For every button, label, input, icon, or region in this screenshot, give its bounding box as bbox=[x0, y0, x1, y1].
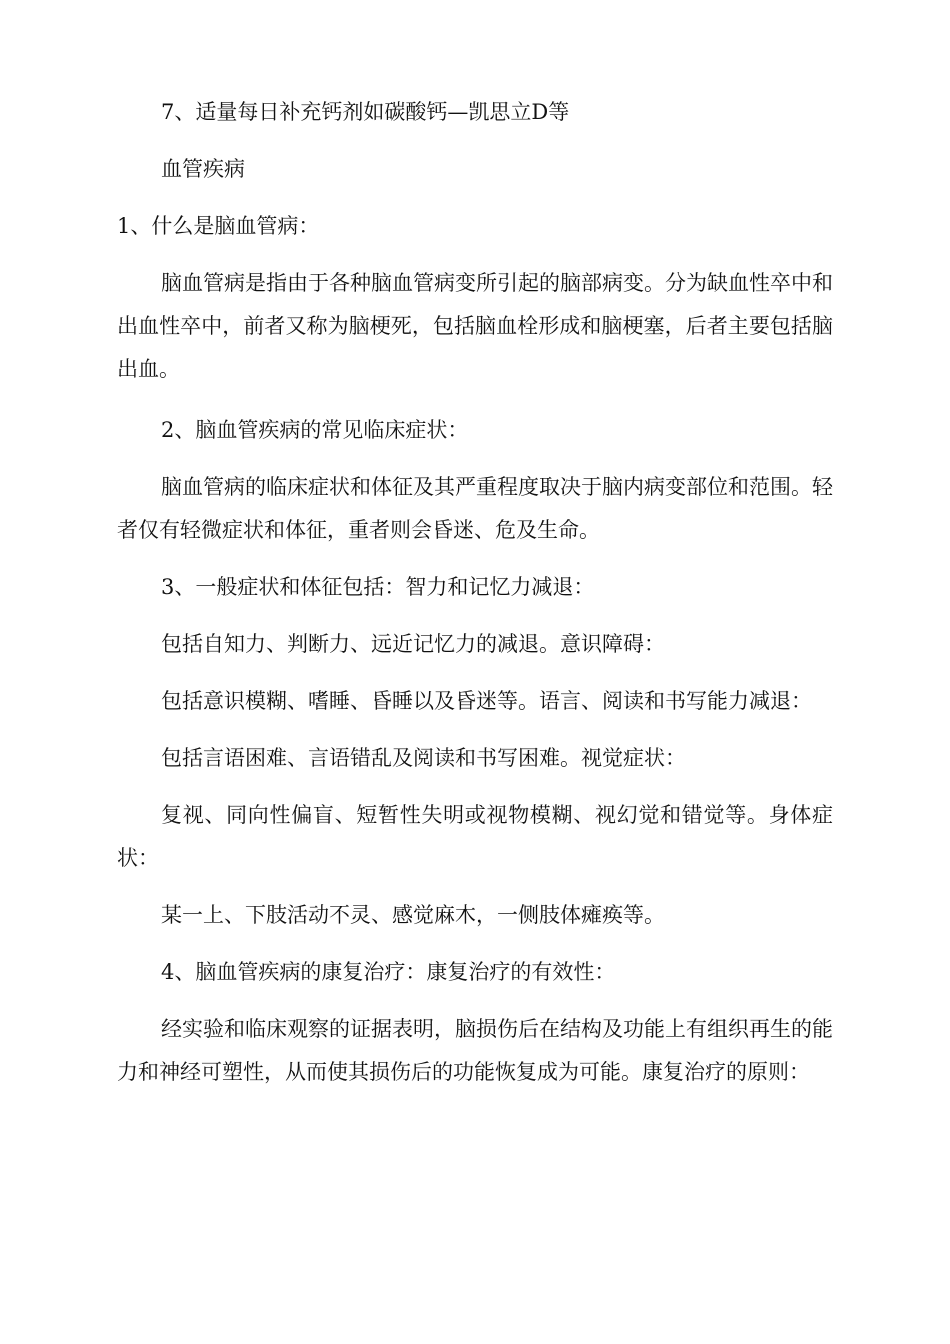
paragraph-consciousness: 包括意识模糊、嗜睡、昏睡以及昏迷等。语言、阅读和书写能力减退： bbox=[161, 689, 812, 713]
question-3-heading: 3、一般症状和体征包括：智力和记忆力减退： bbox=[161, 575, 595, 599]
question-2-heading: 2、脑血管疾病的常见临床症状： bbox=[161, 418, 469, 442]
question-4-heading: 4、脑血管疾病的康复治疗：康复治疗的有效性： bbox=[161, 960, 616, 984]
paragraph-symptoms-overview: 脑血管病的临床症状和体征及其严重程度取决于脑内病变部位和范围。轻者仅有轻微症状和体征，重者则会昏迷、危及生命。 bbox=[117, 475, 833, 542]
question-1-heading: 1、什么是脑血管病： bbox=[117, 214, 320, 238]
document-body bbox=[117, 91, 833, 1094]
paragraph-definition: 脑血管病是指由于各种脑血管病变所引起的脑部病变。分为缺血性卒中和出血性卒中，前者又称为脑梗死，包括脑血栓形成和脑梗塞，后者主要包括脑出血。 bbox=[117, 271, 833, 381]
paragraph-body: 某一上、下肢活动不灵、感觉麻木，一侧肢体瘫痪等。 bbox=[161, 903, 665, 927]
paragraph-rehab-evidence: 经实验和临床观察的证据表明，脑损伤后在结构及功能上有组织再生的能力和神经可塑性，从而使其损伤后的功能恢复成为可能。康复治疗的原则： bbox=[117, 1017, 833, 1084]
paragraph-vision: 复视、同向性偏盲、短暂性失明或视物模糊、视幻觉和错觉等。身体症状： bbox=[117, 803, 833, 870]
section-heading-vascular-disease: 血管疾病 bbox=[161, 157, 245, 181]
paragraph-cognition: 包括自知力、判断力、远近记忆力的减退。意识障碍： bbox=[161, 632, 665, 656]
paragraph-language: 包括言语困难、言语错乱及阅读和书写困难。视觉症状： bbox=[161, 746, 686, 770]
paragraph-item-7: 7、适量每日补充钙剂如碳酸钙—凯思立D等 bbox=[161, 100, 570, 124]
